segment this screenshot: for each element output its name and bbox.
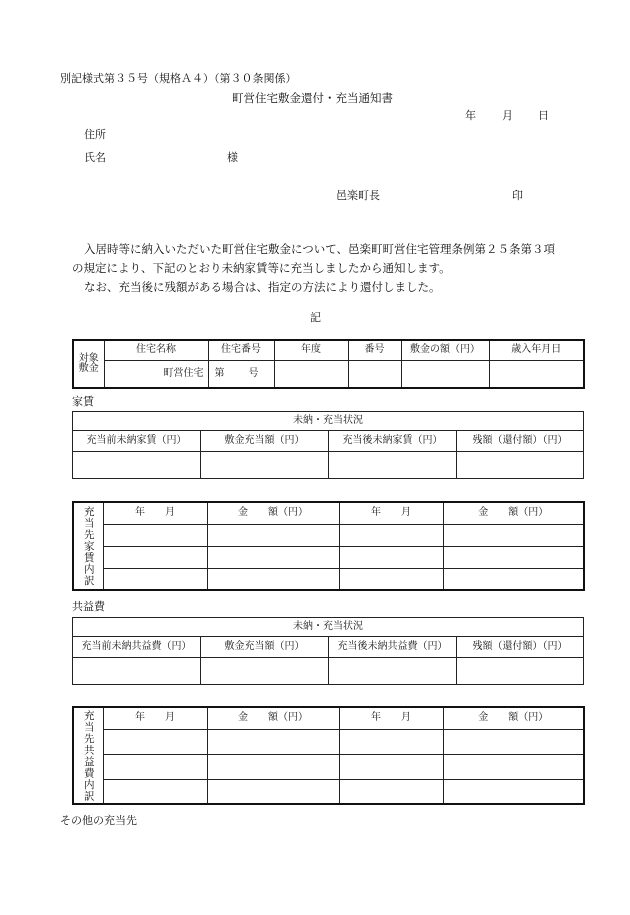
rent-status-table bbox=[72, 411, 584, 479]
cf-bd-cell[interactable] bbox=[339, 779, 443, 804]
date-month: 月 bbox=[502, 109, 513, 122]
notice-body bbox=[72, 240, 592, 297]
deposit-side-label: 対象 敷金 bbox=[73, 340, 104, 388]
rent-bd-header-amount-2: 金 額（円） bbox=[443, 502, 584, 524]
cf-bd-cell[interactable] bbox=[207, 729, 339, 754]
common-fee-header-refund: 残額（還付額）（円） bbox=[457, 637, 584, 657]
body-line-1: 入居時等に納入いただいた町営住宅敷金について、邑楽町町営住宅管理条例第２５条第３項 bbox=[84, 242, 556, 256]
rent-header-after: 充当後未納家賃（円） bbox=[329, 431, 457, 451]
document-title: 町営住宅敷金還付・充当通知書 bbox=[232, 91, 393, 105]
rent-header-before: 充当前未納家賃（円） bbox=[73, 431, 201, 451]
cf-bd-header-amount-1: 金 額（円） bbox=[207, 707, 339, 729]
cf-bd-cell[interactable] bbox=[443, 729, 584, 754]
rent-header-applied: 敷金充当額（円） bbox=[201, 431, 329, 451]
date-day: 日 bbox=[538, 109, 549, 122]
rent-bd-cell[interactable] bbox=[103, 524, 207, 546]
cf-bd-cell[interactable] bbox=[443, 779, 584, 804]
cf-bd-header-amount-2: 金 額（円） bbox=[443, 707, 584, 729]
common-fee-after-cell[interactable] bbox=[329, 657, 457, 684]
revenue-date-cell[interactable] bbox=[489, 360, 584, 388]
date-year: 年 bbox=[465, 109, 476, 122]
honorific: 様 bbox=[227, 151, 238, 164]
form-label: 別記様式第３５号（規格Ａ４）（第３０条関係） bbox=[60, 72, 297, 85]
rent-breakdown-label: 充当先家賃内訳 bbox=[73, 502, 103, 590]
common-fee-breakdown-table bbox=[72, 706, 585, 805]
common-fee-refund-cell[interactable] bbox=[457, 657, 584, 684]
common-fee-applied-cell[interactable] bbox=[201, 657, 329, 684]
common-fee-status-header: 未納・充当状況 bbox=[73, 618, 584, 637]
header-housing-number: 住宅番号 bbox=[208, 340, 274, 360]
rent-breakdown-table bbox=[72, 501, 585, 591]
rent-bd-cell[interactable] bbox=[443, 546, 584, 568]
rent-header-refund: 残額（還付額）（円） bbox=[457, 431, 584, 451]
common-fee-status-table bbox=[72, 617, 584, 685]
rent-bd-cell[interactable] bbox=[339, 568, 443, 590]
common-fee-header-after: 充当後未納共益費（円） bbox=[329, 637, 457, 657]
cf-bd-cell[interactable] bbox=[103, 754, 207, 779]
cf-bd-header-month-2: 年 月 bbox=[339, 707, 443, 729]
header-revenue-date: 歳入年月日 bbox=[489, 340, 584, 360]
rent-bd-cell[interactable] bbox=[207, 546, 339, 568]
cf-bd-cell[interactable] bbox=[339, 754, 443, 779]
rent-bd-cell[interactable] bbox=[103, 568, 207, 590]
rent-bd-cell[interactable] bbox=[443, 568, 584, 590]
issuer: 邑楽町長 bbox=[336, 189, 380, 202]
housing-name-value: 町営住宅 bbox=[104, 360, 208, 388]
common-fee-header-applied: 敷金充当額（円） bbox=[201, 637, 329, 657]
common-fee-header-before: 充当前未納共益費（円） bbox=[73, 637, 201, 657]
ki-mark: 記 bbox=[310, 311, 321, 324]
deposit-table bbox=[72, 339, 585, 389]
cf-bd-header-month-1: 年 月 bbox=[103, 707, 207, 729]
cf-bd-cell[interactable] bbox=[339, 729, 443, 754]
rent-section-label: 家賃 bbox=[72, 395, 94, 408]
cf-bd-cell[interactable] bbox=[443, 754, 584, 779]
cf-bd-cell[interactable] bbox=[207, 754, 339, 779]
body-line-3: なお、充当後に残額がある場合は、指定の方法により還付しました。 bbox=[84, 280, 441, 294]
rent-bd-header-month-1: 年 月 bbox=[103, 502, 207, 524]
rent-bd-cell[interactable] bbox=[103, 546, 207, 568]
rent-bd-header-amount-1: 金 額（円） bbox=[207, 502, 339, 524]
rent-applied-cell[interactable] bbox=[201, 451, 329, 478]
header-fiscal-year: 年度 bbox=[274, 340, 348, 360]
header-number: 番号 bbox=[348, 340, 401, 360]
body-line-2: の規定により、下記のとおり未納家賃等に充当しましたから通知します。 bbox=[72, 261, 451, 275]
header-housing-name: 住宅名称 bbox=[104, 340, 208, 360]
header-deposit-amount: 敷金の額（円） bbox=[401, 340, 489, 360]
deposit-amount-cell[interactable] bbox=[401, 360, 489, 388]
housing-number-cell: 第 号 bbox=[208, 360, 274, 388]
rent-before-cell[interactable] bbox=[73, 451, 201, 478]
rent-bd-cell[interactable] bbox=[207, 524, 339, 546]
rent-bd-cell[interactable] bbox=[339, 546, 443, 568]
other-destination-label: その他の充当先 bbox=[60, 814, 137, 827]
rent-status-header: 未納・充当状況 bbox=[73, 412, 584, 431]
cf-bd-cell[interactable] bbox=[103, 729, 207, 754]
rent-bd-header-month-2: 年 月 bbox=[339, 502, 443, 524]
rent-bd-cell[interactable] bbox=[207, 568, 339, 590]
address-label: 住所 bbox=[84, 128, 106, 141]
seal-mark: 印 bbox=[512, 189, 523, 202]
name-label: 氏名 bbox=[84, 151, 106, 164]
rent-bd-cell[interactable] bbox=[339, 524, 443, 546]
rent-refund-cell[interactable] bbox=[457, 451, 584, 478]
cf-bd-cell[interactable] bbox=[207, 779, 339, 804]
cf-bd-cell[interactable] bbox=[103, 779, 207, 804]
common-fee-before-cell[interactable] bbox=[73, 657, 201, 684]
rent-after-cell[interactable] bbox=[329, 451, 457, 478]
number-cell[interactable] bbox=[348, 360, 401, 388]
fiscal-year-cell[interactable] bbox=[274, 360, 348, 388]
rent-bd-cell[interactable] bbox=[443, 524, 584, 546]
common-fee-breakdown-label: 充当先共益費内訳 bbox=[73, 707, 103, 804]
common-fee-section-label: 共益費 bbox=[72, 600, 105, 613]
